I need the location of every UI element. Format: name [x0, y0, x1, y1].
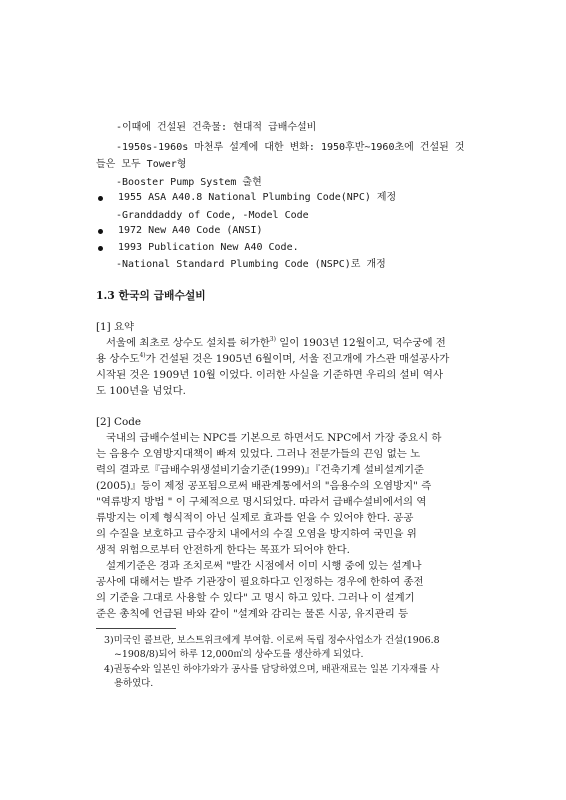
paragraph-line: 류방지는 이제 형식적이 아닌 실제로 효과를 얻을 수 있어야 한다. 공공 — [96, 512, 414, 524]
bullet-icon — [98, 196, 103, 201]
history-line: -이때에 건설된 건축물: 현대적 급배수설비 — [116, 122, 317, 133]
paragraph-line: (2005)』등이 제정 공포됨으로써 배관계통에서의 "음용수의 오염방지" 즉 — [96, 480, 432, 492]
history-line: -Granddaddy of Code, -Model Code — [116, 210, 309, 221]
footnote-divider — [96, 628, 176, 629]
paragraph-line: 용 상수도$^{4)}$가 건설된 것은 1905년 6월이며, 서울 진고개에 가스관 매설공사가 — [96, 352, 450, 365]
footnote-line: ~1908/8)되어 하루 12,000㎥의 상수도를 생산하게 되었다. — [114, 649, 364, 660]
bullet-icon — [98, 229, 103, 234]
history-line: -Booster Pump System 출현 — [116, 177, 262, 188]
paragraph-line: "역류방지 방법 " 이 구체적으로 명시되었다. 따라서 급배수설비에서의 역 — [96, 496, 427, 508]
paragraph-line: 의 수질을 보호하고 급수장치 내에서의 수질 오염을 방지하여 국민을 위 — [96, 528, 417, 540]
bullet-item: 1955 ASA A40.8 National Plumbing Code(NPC) 제정 — [118, 192, 397, 203]
paragraph-line: 공사에 대해서는 발주 기관장이 필요하다고 인정하는 경우에 한하여 종전 — [96, 576, 424, 588]
subsection-heading: [1] 요약 — [96, 321, 135, 333]
footnote-ref: 3) — [269, 336, 276, 343]
paragraph-line: 준은 총칙에 언급된 바와 같이 "설계와 감리는 물론 시공, 유지관리 등 — [96, 608, 409, 620]
paragraph-line: 력의 결과로『급배수위생설비기술기준(1999)』『건축기계 설비설계기준 — [96, 464, 425, 476]
bullet-icon — [98, 246, 103, 251]
bullet-item: 1972 New A40 Code (ANSI) — [118, 225, 263, 236]
paragraph-line: 는 음용수 오염방지대책이 빠져 있었다. 그러나 전문가들의 끈임 없는 노 — [96, 448, 421, 460]
paragraph-line: 의 기준을 그대로 사용할 수 있다" 고 명시 하고 있다. 그러나 이 설계기 — [96, 592, 415, 604]
subsection-heading: [2] Code — [96, 416, 142, 428]
history-line: -1950s-1960s 마천루 설계에 대한 변화: 1950후반~1960초에 건설된 것 — [116, 142, 465, 153]
bullet-item: 1993 Publication New A40 Code. — [118, 242, 299, 253]
section-title: 1.3 한국의 급배수설비 — [96, 289, 206, 302]
footnote-line: 4)권동수와 일본인 하야가와가 공사를 담당하였으며, 배관재료는 일본 기자재를 사 — [104, 664, 440, 675]
footnote-ref: 4) — [139, 352, 146, 359]
paragraph-line: 설계기준은 경과 조치로써 "발간 시점에서 이미 시행 중에 있는 설계나 — [106, 560, 422, 572]
paragraph-line: 도 100년을 넘었다. — [96, 385, 186, 397]
paragraph-line: 서울에 최초로 상수도 설치를 허가한$^{3)}$ 일이 1903년 12월이고, 덕수궁에 전 — [106, 336, 446, 349]
footnote-line: 3)미국인 콜브란, 보스트위크에게 부여함. 이로써 독립 정수사업소가 건설(1906.8 — [104, 635, 440, 646]
paragraph-line: 시작된 것은 1909년 10월 이었다. 이러한 사실을 기준하면 우리의 설비 역사 — [96, 369, 444, 381]
paragraph-line: 생적 위험으로부터 안전하게 한다는 목표가 되어야 한다. — [96, 544, 350, 556]
footnote-line: 용하였다. — [114, 678, 154, 689]
history-line: 들은 모두 Tower형 — [96, 159, 187, 170]
paragraph-line: 국내의 급배수설비는 NPC를 기본으로 하면서도 NPC에서 가장 중요시 하 — [106, 432, 442, 444]
history-line: -National Standard Plumbing Code (NSPC)로 개정 — [116, 259, 386, 270]
